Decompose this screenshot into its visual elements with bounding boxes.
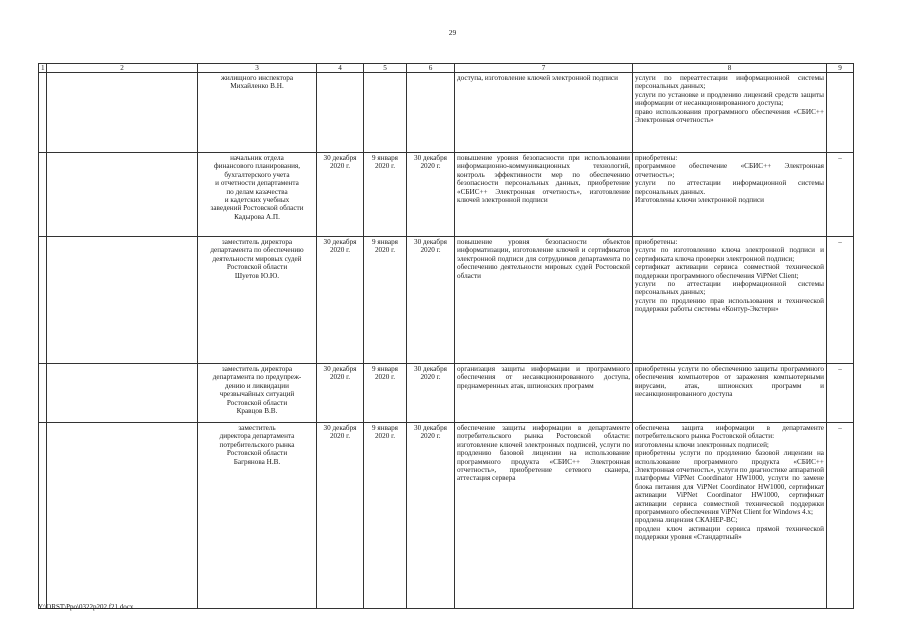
end-date-cell xyxy=(364,73,407,153)
position-cell: заместитель директора департамента по предупреж- дению и ликвидации чрезвычайных ситуаций Ростовской области Кравцов В.В. xyxy=(198,364,317,423)
column-number: 7 xyxy=(455,64,633,73)
report-date-cell xyxy=(407,73,455,153)
table-row xyxy=(39,237,854,364)
position-cell: жилищного инспектора Михайленко В.Н. xyxy=(198,73,317,153)
column-number: 4 xyxy=(317,64,364,73)
report-date-cell: 30 декабря 2020 г. xyxy=(407,423,455,609)
result-cell: приобретены услуги по обеспечению защиты программного обеспечения компьютеров от заражения компьютерными вирусами, атак, шпионских программ и несанкционированного доступа xyxy=(633,364,827,423)
table-row xyxy=(39,153,854,237)
start-date-cell xyxy=(317,73,364,153)
position-cell: начальник отдела финансового планирования, бухгалтерского учета и отчетности департамента по делам казачества и кадетских учебных заведений Ростовской области Кадырова А.П. xyxy=(198,153,317,237)
table-row xyxy=(39,73,854,153)
column-number: 5 xyxy=(364,64,407,73)
goal-cell: доступа, изготовление ключей электронной подписи xyxy=(455,73,633,153)
note-cell: – xyxy=(827,423,854,609)
serial-number-cell xyxy=(39,364,47,423)
report-date-cell: 30 декабря 2020 г. xyxy=(407,237,455,364)
note-cell xyxy=(827,73,854,153)
goal-cell: обеспечение защиты информации в департаменте потребительского рынка Ростовской области: изготовление ключей электронных подписей, услуги по продлению базовой лицензии на использование программного продукта «СБИС++ Электронная отчетность», приобретение сетевого сканера, аттестация сервера xyxy=(455,423,633,609)
note-cell: – xyxy=(827,237,854,364)
employee-cell xyxy=(47,364,198,423)
report-table xyxy=(38,63,854,609)
start-date-cell: 30 декабря 2020 г. xyxy=(317,153,364,237)
table-row xyxy=(39,423,854,609)
file-path-footer: Y:\ORST\Ppo\0322p202.f21.docx xyxy=(38,603,134,611)
result-cell: приобретены: услуги по изготовлению ключа электронной подписи и сертификата ключа проверки электронной подписи; сертификат активации сервиса совместной технической поддержки программного обеспечения ViPNet Client; услуги по аттестации информационной системы персональных данных; услуги по продлению прав использования и технической поддержки работы системы «Контур-Экстерн» xyxy=(633,237,827,364)
start-date-cell: 30 декабря 2020 г. xyxy=(317,423,364,609)
column-number: 1 xyxy=(39,64,47,73)
column-number: 8 xyxy=(633,64,827,73)
note-cell: – xyxy=(827,364,854,423)
goal-cell: повышение уровня безопасности объектов информатизации, изготовление ключей и сертификатов электронной подписи для сотрудников департамента по обеспечению деятельности мировых судей Ростовской области xyxy=(455,237,633,364)
employee-cell xyxy=(47,423,198,609)
page-number: 29 xyxy=(448,28,457,37)
result-cell: обеспечена защита информации в департаменте потребительского рынка Ростовской области: изготовлены ключи электронных подписей; приобретены услуги по продлению базовой лицензии на использование программного продукта «СБИС++ Электронная отчетность», услуги по диагностике аппаратной платформы ViPNet Coordinator HW1000, услуги по замене блока питания для ViPNet Coordinator HW1000, сертификат активации ViPNet Coordinator HW1000, сертификат активации сервиса совместной технической поддержки программного обеспечения ViPNet Client for Windows 4.x; продлена лицензия СКАНЕР-ВС; продлен ключ активации сервиса прямой технической поддержки уровня «Стандартный» xyxy=(633,423,827,609)
note-cell: – xyxy=(827,153,854,237)
employee-cell xyxy=(47,153,198,237)
serial-number-cell xyxy=(39,73,47,153)
report-date-cell: 30 декабря 2020 г. xyxy=(407,364,455,423)
end-date-cell: 9 января 2020 г. xyxy=(364,153,407,237)
column-number: 9 xyxy=(827,64,854,73)
column-number: 6 xyxy=(407,64,455,73)
result-cell: услуги по переаттестации информационной системы персональных данных; услуги по установке и продлению лицензий средств защиты информации от несанкционированного доступа; право использования программного обеспечения «СБИС++ Электронная отчетность» xyxy=(633,73,827,153)
column-number-row xyxy=(39,64,854,73)
report-date-cell: 30 декабря 2020 г. xyxy=(407,153,455,237)
goal-cell: повышение уровня безопасности при использовании информационно-коммуникационных технологий, контроль эффективности мер по обеспечению безопасности персональных данных, приобретение «СБИС++ Электронная отчетность», изготовление ключей электронной подписи xyxy=(455,153,633,237)
serial-number-cell xyxy=(39,153,47,237)
table-row xyxy=(39,364,854,423)
serial-number-cell xyxy=(39,423,47,609)
start-date-cell: 30 декабря 2020 г. xyxy=(317,364,364,423)
result-cell: приобретены: программное обеспечение «СБИС++ Электронная отчетность»; услуги по аттестации информационной системы персональных данных. Изготовлены ключи электронной подписи xyxy=(633,153,827,237)
goal-cell: организация защиты информации и программного обеспечения от несанкционированного доступа, преднамеренных атак, шпионских программ xyxy=(455,364,633,423)
start-date-cell: 30 декабря 2020 г. xyxy=(317,237,364,364)
employee-cell xyxy=(47,237,198,364)
column-number: 3 xyxy=(198,64,317,73)
employee-cell xyxy=(47,73,198,153)
end-date-cell: 9 января 2020 г. xyxy=(364,364,407,423)
end-date-cell: 9 января 2020 г. xyxy=(364,423,407,609)
end-date-cell: 9 января 2020 г. xyxy=(364,237,407,364)
serial-number-cell xyxy=(39,237,47,364)
column-number: 2 xyxy=(47,64,198,73)
position-cell: заместитель директора департамента по обеспечению деятельности мировых судей Ростовской области Шуетов Ю.Ю. xyxy=(198,237,317,364)
position-cell: заместитель директора департамента потребительского рынка Ростовской области Багрянова Н.В. xyxy=(198,423,317,609)
